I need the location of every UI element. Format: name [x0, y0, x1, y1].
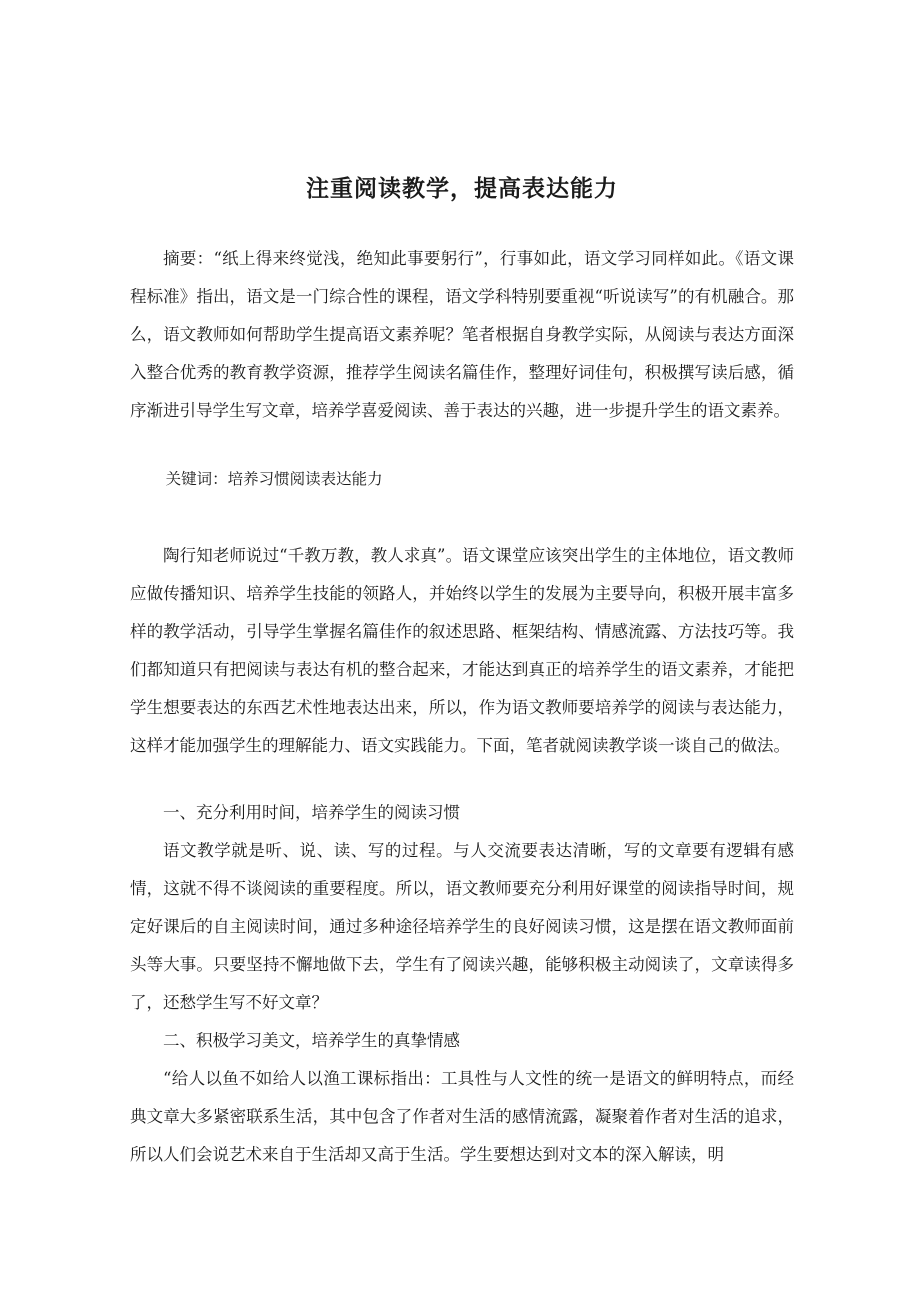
- abstract-paragraph: 摘要：“纸上得来终觉浅，绝知此事要躬行”，行事如此，语文学习同样如此。《语文课程标准》指出，语文是一门综合性的课程，语文学科特别要重视“听说读写”的有机融合。那么，语文教师如何帮助学生提高语文素养呢？笔者根据自身教学实际，从阅读与表达方面深入整合优秀的教育教学资源，推荐学生阅读名篇佳作，整理好词佳句，积极撰写读后感，循序渐进引导学生写文章，培养学喜爱阅读、善于表达的兴趣，进一步提升学生的语文素养。: [130, 249, 794, 420]
- section-1-body: 语文教学就是听、说、读、写的过程。与人交流要表达清晰，写的文章要有逻辑有感情，这就不得不谈阅读的重要程度。所以，语文教师要充分利用好课堂的阅读指导时间，规定好课后的自主阅读时间，通过多种途径培养学生的良好阅读习惯，这是摆在语文教师面前头等大事。只要坚持不懈地做下去，学生有了阅读兴趣，能够积极主动阅读了，文章读得多了，还愁学生写不好文章？: [130, 841, 794, 1012]
- section-2-heading: 二、积极学习美文，培养学生的真挚情感: [163, 1031, 460, 1050]
- intro-paragraph: 陶行知老师说过“千教万教，教人求真”。语文课堂应该突出学生的主体地位，语文教师应做传播知识、培养学生技能的领路人，并始终以学生的发展为主要导向，积极开展丰富多样的教学活动，引导学生掌握名篇佳作的叙述思路、框架结构、情感流露、方法技巧等。我们都知道只有把阅读与表达有机的整合起来，才能达到真正的培养学生的语文素养，才能把学生想要表达的东西艺术性地表达出来，所以，作为语文教师要培养学的阅读与表达能力，这样才能加强学生的理解能力、语文实践能力。下面，笔者就阅读教学谈一谈自己的做法。: [130, 546, 794, 755]
- section-2-body: “给人以鱼不如给人以渔工课标指出：工具性与人文性的统一是语文的鲜明特点，而经典文章大多紧密联系生活，其中包含了作者对生活的感情流露，凝聚着作者对生活的追求，所以人们会说艺术来自于生活却又高于生活。学生要想达到对文本的深入解读，明: [130, 1069, 794, 1164]
- document-title: 注重阅读教学，提高表达能力: [306, 176, 618, 202]
- keywords-line: 关键词：培养习惯阅读表达能力: [165, 470, 383, 488]
- section-1-heading: 一、充分利用时间，培养学生的阅读习惯: [163, 803, 460, 822]
